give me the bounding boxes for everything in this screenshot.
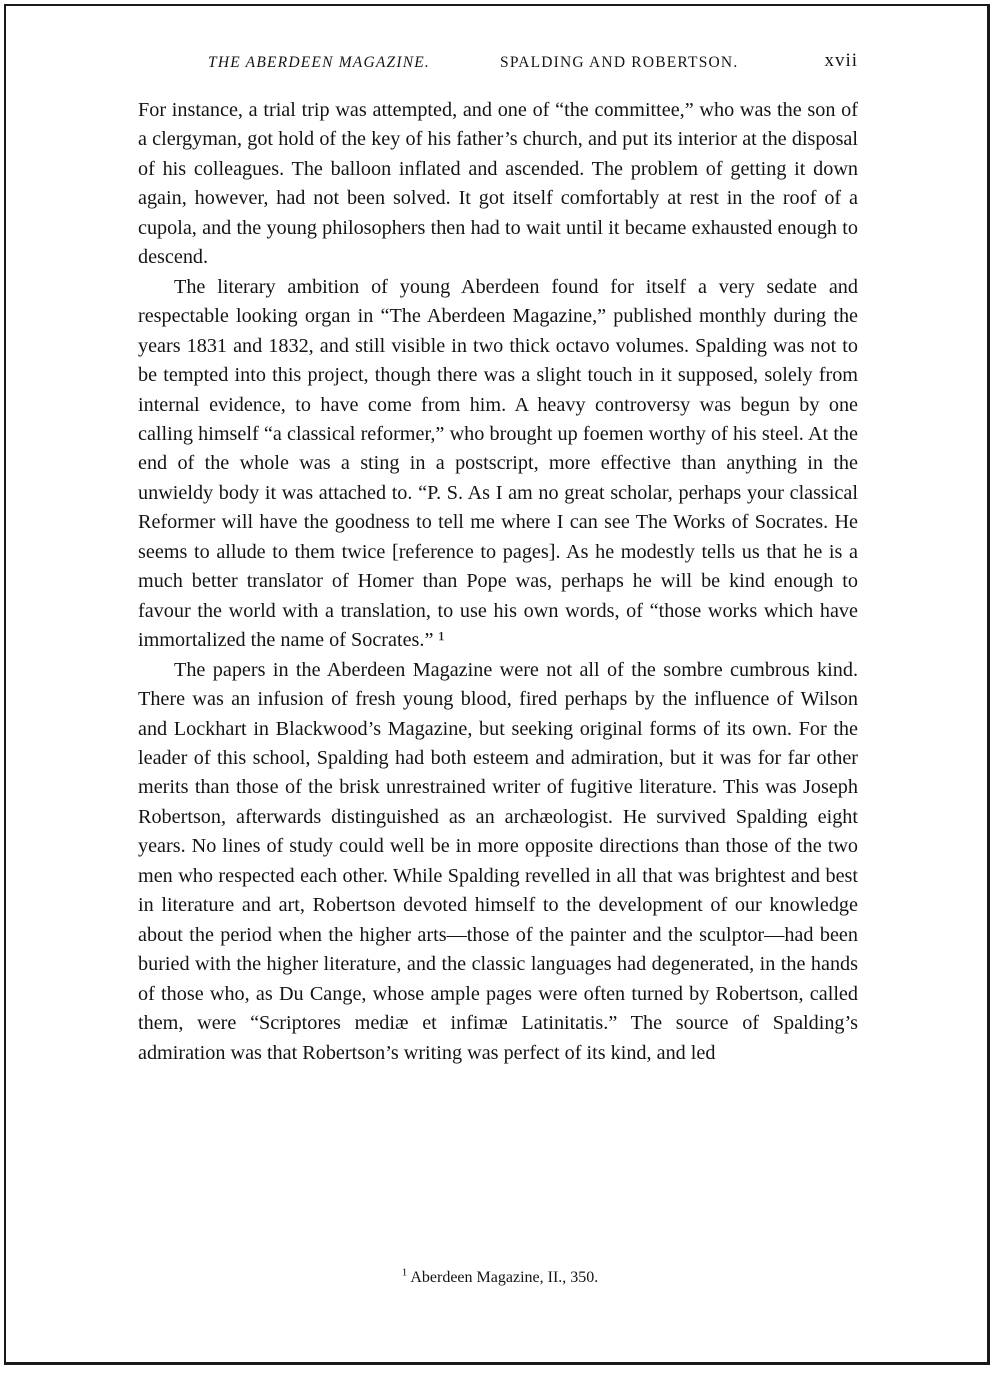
paragraph-3: The papers in the Aberdeen Magazine were not all of the sombre cumbrous kind. There was an infusion of fresh young blood, fired perhaps by the influence of Wilson and Lockhart in Blackwood’s Magazine, but seeking original forms of its own. For the leader of this school, Spalding had both esteem and admiration, but it was for far other merits than those of the brisk unrestrained writer of fugitive literature. This was Joseph Robertson, afterwards distinguished as an archæologist. He survived Spalding eight years. No lines of study could well be in more opposite directions than those of the two men who respected each other. While Spalding revelled in all that was brightest and best in literature and art, Robertson devoted himself to the development of our knowledge about the period when the higher arts—those of the painter and the sculptor—had been buried with the higher literature, and the classic languages had degenerated, in the hands of those who, as Du Cange, whose ample pages were often turned by Robertson, called them, were “Scriptores mediæ et infimæ Latinitatis.” The source of Spalding’s admiration was that Robertson’s writing was perfect of its kind, and led [138, 658, 858, 1064]
running-head-left: THE ABERDEEN MAGAZINE. [208, 54, 430, 71]
footnote-marker: 1 [401, 1266, 408, 1279]
page-number: xvii [824, 50, 858, 71]
paragraph-2: The literary ambition of young Aberdeen found for itself a very sedate and respectable looking organ in “The Aberdeen Magazine,” published monthly during the years 1831 and 1832, and still visible in two thick octavo volumes. Spalding was not to be tempted into this project, though there was a slight touch in it supposed, solely from internal evidence, to have come from him. A heavy controversy was begun by one calling himself “a classical reformer,” who brought up foemen worthy of his steel. At the end of the whole was a sting in a postscript, more effective than anything in the unwieldy body it was attached to. “P. S. As I am no great scholar, perhaps your classical Reformer will have the goodness to tell me where I can see The Works of Socrates. He seems to allude to them twice [reference to pages]. As he modestly tells us that he is a much better translator of Homer than Pope was, perhaps he will be kind enough to favour the world with a translation, to use his own words, of “those works which have immortalized the name of Socrates.” ¹ [138, 275, 858, 652]
running-head-middle: SPALDING AND ROBERTSON. [500, 54, 739, 71]
footnote [140, 1268, 860, 1288]
paragraph-1: For instance, a trial trip was attempted, and one of “the committee,” who was the son of a clergyman, got hold of the key of his father’s church, and put its interior at the disposal of his colleagues. The balloon inflated and ascended. The problem of getting it down again, however, had not been solved. It got itself comfortably at rest in the roof of a cupola, and the young philosophers then had to wait until it became exhausted enough to descend. [138, 99, 858, 269]
footnote-text: Aberdeen Magazine, II., 350. [410, 1269, 599, 1286]
body-text [138, 96, 858, 1068]
running-head [140, 52, 858, 82]
